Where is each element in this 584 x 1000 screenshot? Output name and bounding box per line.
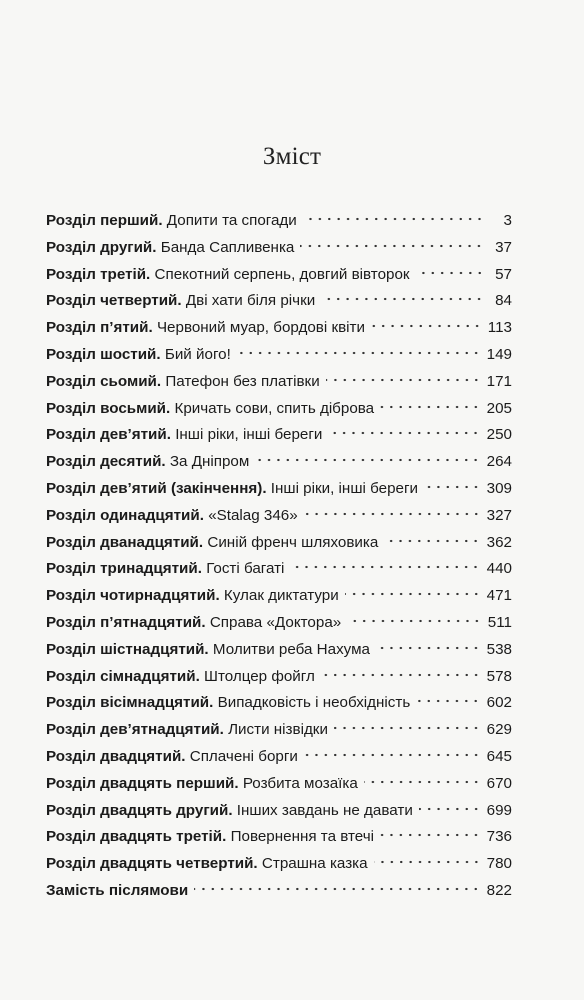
page-number: 362 (486, 533, 512, 551)
page-number: 84 (495, 292, 512, 310)
dot-leader (376, 646, 481, 650)
page-number: 149 (486, 345, 512, 363)
chapter-title: Сплачені борги (189, 747, 298, 765)
dot-leader (347, 619, 482, 623)
chapter-title: Синій френч шляховика (207, 533, 379, 551)
toc-entry (46, 556, 512, 583)
chapter-label: Розділ сьомий. (46, 372, 162, 390)
toc-entry (46, 878, 512, 905)
page-number: 327 (486, 506, 512, 524)
chapter-label: Розділ третій. (46, 265, 151, 283)
page-number: 113 (487, 319, 512, 337)
chapter-label: Розділ двадцять третій. (46, 828, 227, 846)
chapter-label: Розділ вісімнадцятий. (46, 694, 214, 712)
toc-entry (46, 690, 512, 717)
chapter-label: Розділ шостий. (46, 345, 161, 363)
chapter-label: Розділ двадцять перший. (46, 774, 239, 792)
page-number: 780 (486, 855, 512, 873)
chapter-label: Розділ десятий. (46, 453, 166, 471)
chapter-label: Розділ одинадцятий. (46, 506, 204, 524)
dot-leader (237, 351, 481, 355)
page-number: 670 (486, 774, 512, 792)
dot-leader (371, 324, 482, 328)
dot-leader (345, 592, 481, 596)
page-number: 171 (486, 372, 512, 390)
chapter-label: Розділ восьмий. (46, 399, 171, 417)
page-number: 629 (486, 721, 512, 739)
toc-entry (46, 208, 512, 235)
chapter-label: Розділ дев’ятий. (46, 426, 171, 444)
toc-entry (46, 262, 512, 289)
chapter-label: Розділ чотирнадцятий. (46, 587, 220, 605)
chapter-label: Розділ двадцять другий. (46, 801, 233, 819)
toc-entry (46, 664, 512, 691)
page-number: 440 (486, 560, 512, 578)
toc-heading: Зміст (262, 143, 322, 170)
page-number: 699 (486, 801, 512, 819)
dot-leader (416, 699, 480, 703)
toc-entry (46, 422, 512, 449)
toc-entry (46, 798, 512, 825)
toc-entry (46, 851, 512, 878)
page-number: 264 (486, 453, 512, 471)
chapter-title: Страшна казка (261, 855, 368, 873)
dot-leader (334, 726, 481, 730)
dot-leader (321, 297, 484, 301)
toc-entry (46, 530, 512, 557)
toc-entry (46, 771, 512, 798)
dot-leader (304, 512, 481, 516)
toc-entry (46, 824, 512, 851)
toc-list (46, 208, 512, 905)
page-number: 250 (486, 426, 512, 444)
chapter-title: Повернення та втечі (230, 828, 374, 846)
toc-entry (46, 717, 512, 744)
toc-entry (46, 396, 512, 423)
chapter-label: Розділ тринадцятий. (46, 560, 202, 578)
chapter-label: Розділ шістнадцятий. (46, 640, 209, 658)
dot-leader (194, 887, 480, 891)
page-number: 309 (486, 479, 512, 497)
dot-leader (419, 807, 481, 811)
dot-leader (416, 271, 484, 275)
chapter-label: Розділ перший. (46, 212, 163, 229)
page-number: 205 (486, 399, 512, 417)
chapter-title: Розбита мозаїка (242, 774, 358, 792)
page-number: 538 (486, 640, 512, 658)
toc-entry (46, 744, 512, 771)
chapter-label: Розділ четвертий. (46, 292, 182, 310)
chapter-title: Червоний муар, бордові квіти (156, 319, 365, 337)
chapter-title: Патефон без платівки (165, 372, 320, 390)
toc-entry (46, 342, 512, 369)
chapter-label: Замість післямови (46, 881, 189, 899)
toc-entry (46, 235, 512, 262)
chapter-label: Розділ дев’ятий (закінчення). (46, 479, 267, 497)
chapter-title: Дві хати біля річки (185, 292, 316, 310)
dot-leader (374, 860, 481, 864)
chapter-title: «Stalag 346» (208, 506, 298, 524)
toc-entry (46, 637, 512, 664)
dot-leader (384, 539, 480, 543)
dot-leader (380, 405, 481, 409)
page-number: 471 (486, 587, 512, 605)
chapter-title: Кулак диктатури (223, 587, 339, 605)
toc-entry (46, 476, 512, 503)
dot-leader (303, 217, 484, 221)
chapter-title: Інші ріки, інші береги (175, 426, 323, 444)
dot-leader (321, 673, 481, 677)
page-number: 736 (486, 828, 512, 846)
dot-leader (380, 833, 481, 837)
chapter-title: Випадковість і необхідність (217, 694, 411, 712)
page-number: 602 (486, 694, 512, 712)
chapter-title: Штолцер фойгл (204, 667, 315, 685)
dot-leader (424, 485, 481, 489)
chapter-title: За Дніпром (169, 453, 250, 471)
page-number: 37 (495, 238, 512, 256)
dot-leader (304, 753, 481, 757)
chapter-title: Справа «Доктора» (209, 613, 342, 631)
chapter-title: Банда Сапливенка (160, 238, 295, 256)
toc-entry (46, 583, 512, 610)
chapter-label: Розділ п’ятнадцятий. (46, 613, 206, 631)
toc-entry (46, 610, 512, 637)
dot-leader (326, 378, 481, 382)
toc-entry (46, 369, 512, 396)
dot-leader (364, 780, 481, 784)
toc-entry (46, 449, 512, 476)
chapter-label: Розділ сімнадцятий. (46, 667, 200, 685)
chapter-title: Кричать сови, спить діброва (174, 399, 375, 417)
chapter-label: Розділ двадцятий. (46, 747, 186, 765)
page-number: 57 (495, 265, 512, 283)
chapter-label: Розділ двадцять четвертий. (46, 855, 258, 873)
chapter-title: Інших завдань не давати (236, 801, 413, 819)
chapter-title: Інші ріки, інші береги (270, 479, 418, 497)
page-number: 3 (503, 212, 512, 229)
toc-entry (46, 288, 512, 315)
chapter-label: Розділ другий. (46, 238, 157, 256)
toc-entry (46, 315, 512, 342)
chapter-title: Допити та спогади (166, 212, 297, 229)
page-number: 578 (486, 667, 512, 685)
dot-leader (328, 431, 480, 435)
chapter-title: Листи нізвідки (228, 721, 328, 739)
chapter-label: Розділ дев’ятнадцятий. (46, 721, 224, 739)
chapter-title: Гості багаті (206, 560, 285, 578)
dot-leader (290, 565, 480, 569)
page-number: 645 (486, 747, 512, 765)
page-number: 511 (487, 613, 512, 631)
chapter-title: Молитви реба Нахума (212, 640, 370, 658)
chapter-title: Спекотний серпень, довгий вівторок (154, 265, 410, 283)
page-number: 822 (486, 881, 512, 899)
dot-leader (300, 244, 484, 248)
dot-leader (255, 458, 480, 462)
chapter-label: Розділ п’ятий. (46, 319, 153, 337)
chapter-title: Бий його! (164, 345, 231, 363)
toc-entry (46, 503, 512, 530)
chapter-label: Розділ дванадцятий. (46, 533, 204, 551)
